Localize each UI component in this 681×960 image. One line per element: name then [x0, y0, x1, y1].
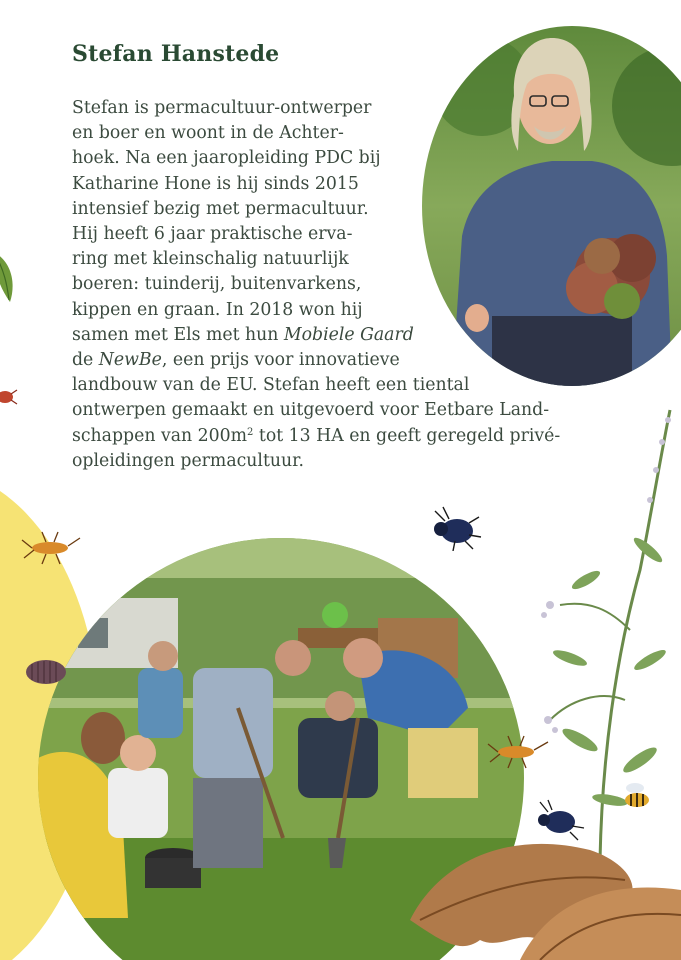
bio-line: en boer en woont in de Achter-	[72, 123, 344, 144]
bio-line: boeren: tuinderij, buitenvarkens,	[72, 274, 362, 295]
bio-text-segment: samen met Els met hun	[72, 324, 284, 345]
bio-line: landbouw van de EU. Stefan heeft een tiental	[72, 375, 470, 396]
oak-leaf-illustration	[400, 820, 681, 960]
award-name: NewBe	[98, 350, 162, 371]
bio-text-segment: de	[72, 350, 99, 371]
bio-line: Hij heeft 6 jaar praktische erva-	[72, 224, 353, 245]
bio-line: hoek. Na een jaaropleiding PDC bij	[72, 148, 381, 169]
project-name: Mobiele Gaard	[283, 324, 414, 345]
bio-line: kippen en graan. In 2018 won hij	[72, 299, 363, 320]
bio-line: Stefan is permacultuur-ontwerper	[72, 98, 372, 118]
bio-line: ring met kleinschalig natuurlijk	[72, 249, 349, 270]
bio-line: opleidingen permacultuur.	[72, 450, 305, 471]
insect-illustration	[20, 528, 82, 568]
superscript: 2	[247, 426, 254, 438]
page-title: Stefan Hanstede	[72, 41, 280, 67]
bio-text-segment: tot 13 HA en geeft geregeld privé-	[253, 425, 561, 446]
beetle-illustration	[425, 505, 485, 551]
red-bug-illustration	[0, 385, 18, 409]
bio-line: intensief bezig met permacultuur.	[72, 198, 369, 219]
bio-text-segment: , een prijs voor innovatieve	[161, 350, 400, 371]
bio-line: ontwerpen gemaakt en uitgevoerd voor Eetbare Land-	[72, 400, 550, 421]
woodlouse-illustration	[22, 652, 70, 692]
bee-illustration	[615, 778, 661, 814]
bio-line: Katharine Hone is hij sinds 2015	[72, 173, 359, 194]
bio-text-segment: schappen van 200m	[72, 425, 248, 446]
leaf-illustration	[0, 248, 22, 308]
